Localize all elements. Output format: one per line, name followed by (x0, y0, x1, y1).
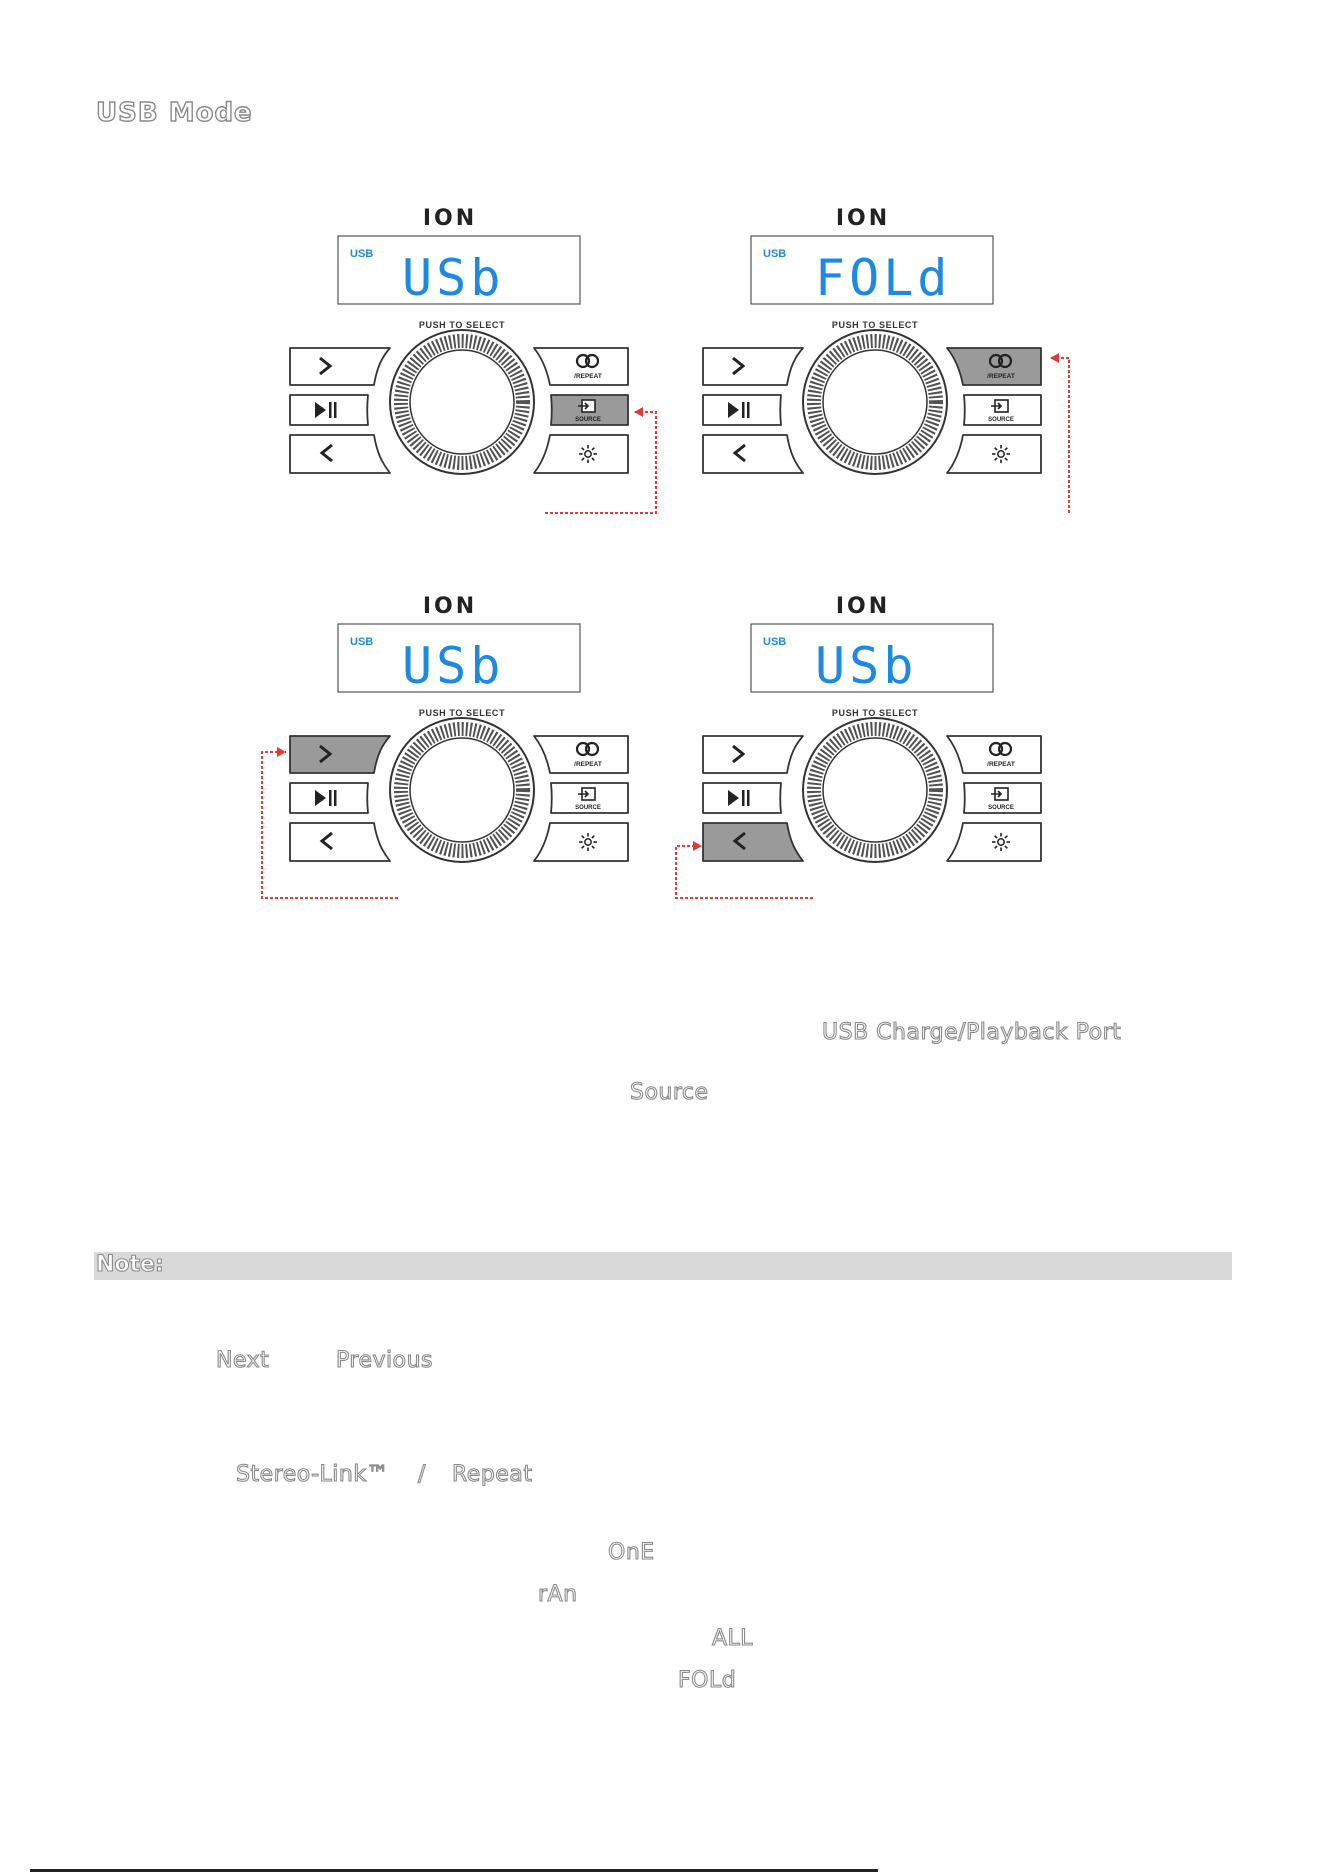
ion-logo: ION (422, 206, 478, 231)
pause-bar-2 (334, 790, 337, 806)
repeat-label: Repeat (452, 1462, 533, 1487)
lcd-usb-indicator: USB (350, 248, 374, 260)
pause-bar-1 (742, 790, 745, 806)
knob-center (823, 350, 927, 454)
callout-arrowhead-2 (1050, 353, 1059, 363)
repeat-one-label: OnE (608, 1540, 655, 1565)
next-button (290, 736, 390, 773)
pause-bar-2 (334, 402, 337, 418)
knob-center (410, 738, 514, 842)
next-button (703, 736, 803, 773)
knob-center (823, 738, 927, 842)
callout-arrowhead-4 (693, 841, 702, 851)
previous-label: Previous (336, 1348, 433, 1373)
knob-center (410, 350, 514, 454)
previous-button (703, 823, 803, 861)
pause-bar-2 (747, 790, 750, 806)
source-button-label: SOURCE (575, 805, 601, 811)
lcd-readout: USb (402, 637, 505, 695)
knob-label: PUSH TO SELECT (418, 708, 506, 718)
previous-button (290, 435, 390, 473)
lcd-usb-indicator: USB (763, 636, 787, 648)
slash-label: / (418, 1462, 426, 1487)
repeat-all-label: ALL (712, 1626, 754, 1651)
lcd-readout: FOLd (815, 249, 952, 307)
lcd-usb-indicator: USB (350, 636, 374, 648)
callout-arrowhead-1 (634, 407, 643, 417)
repeat-folder-label: FOLd (678, 1668, 737, 1693)
usb-port-label: USB Charge/Playback Port (822, 1020, 1122, 1045)
knob-label: PUSH TO SELECT (418, 320, 506, 330)
repeat-button-label: /REPEAT (574, 761, 602, 768)
page-title: USB Mode (96, 98, 253, 128)
source-label: Source (630, 1080, 709, 1105)
pause-bar-1 (742, 402, 745, 418)
repeat-button-label: /REPEAT (987, 761, 1015, 768)
control-panel-3 (290, 594, 628, 862)
next-label: Next (216, 1348, 270, 1373)
callout-arrow-2 (1050, 358, 1069, 513)
pause-bar-1 (329, 402, 332, 418)
repeat-button-label: /REPEAT (574, 373, 602, 380)
source-button-label: SOURCE (575, 417, 601, 423)
knob-label: PUSH TO SELECT (831, 320, 919, 330)
ion-logo: ION (835, 206, 891, 231)
stereo-link-label: Stereo-Link™ (236, 1462, 390, 1487)
pause-bar-2 (747, 402, 750, 418)
knob-label: PUSH TO SELECT (831, 708, 919, 718)
next-button (290, 348, 390, 385)
note-label: Note: (96, 1252, 164, 1277)
lcd-readout: USb (815, 637, 918, 695)
next-button (703, 348, 803, 385)
control-panel-4 (703, 594, 1041, 862)
pause-bar-1 (329, 790, 332, 806)
control-panel-1 (290, 206, 628, 474)
repeat-random-label: rAn (538, 1582, 578, 1607)
callout-arrowhead-3 (277, 747, 286, 757)
source-button-label: SOURCE (988, 417, 1014, 423)
control-panel-2 (703, 206, 1041, 474)
previous-button (703, 435, 803, 473)
lcd-usb-indicator: USB (763, 248, 787, 260)
lcd-readout: USb (402, 249, 505, 307)
note-bar (94, 1252, 1232, 1280)
previous-button (290, 823, 390, 861)
ion-logo: ION (835, 594, 891, 619)
ion-logo: ION (422, 594, 478, 619)
repeat-button-label: /REPEAT (987, 373, 1015, 380)
source-button-label: SOURCE (988, 805, 1014, 811)
